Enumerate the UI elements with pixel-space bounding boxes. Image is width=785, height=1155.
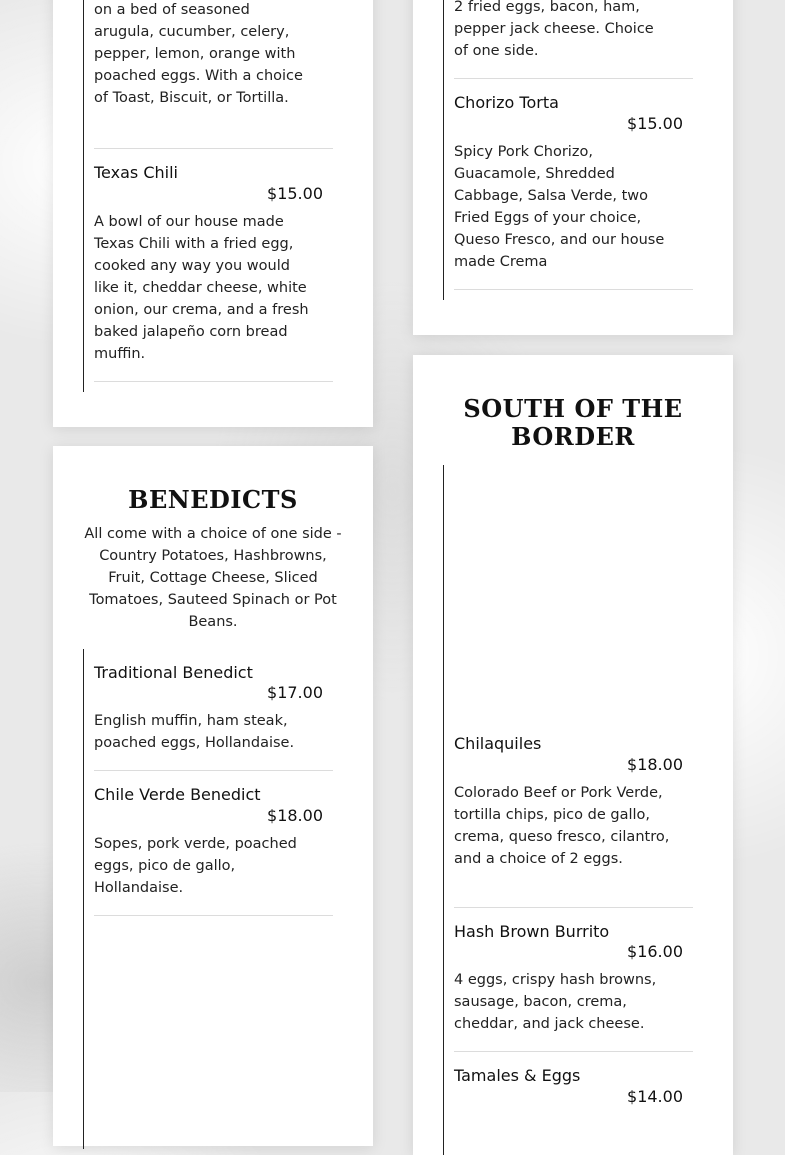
menu-section-south-of-the-border [413, 355, 733, 1155]
menu-item-continued [94, 0, 333, 149]
menu-item-tamales-and-eggs [454, 1052, 693, 1155]
menu-divider-rail [83, 649, 84, 1149]
item-price: $14.00 [627, 1087, 683, 1106]
item-price: $15.00 [267, 184, 323, 203]
item-price: $18.00 [267, 806, 323, 825]
menu-item-continued [454, 0, 693, 79]
item-price: $16.00 [627, 942, 683, 961]
menu-divider-rail [83, 0, 84, 392]
item-description: Colorado Beef or Pork Verde, tortilla chips, pico de gallo, crema, queso fresco, cilantro, and a choice of 2 eggs. [454, 785, 670, 867]
menu-card-top-left [53, 0, 373, 427]
menu-item-chilaquiles [454, 720, 693, 908]
menu-item-hash-brown-burrito [454, 908, 693, 1052]
menu-item-chile-verde-benedict [94, 771, 333, 916]
section-title-line: SOUTH OF THE [463, 394, 683, 423]
menu-card-top-right [413, 0, 733, 335]
item-name: Chile Verde Benedict [94, 785, 261, 804]
item-name: Traditional Benedict [94, 663, 253, 682]
item-description: A bowl of our house made Texas Chili with a fried egg, cooked any way you would like it, cheddar cheese, white onion, our crema, and a fresh baked jalapeño corn bread muffin. [94, 214, 309, 362]
item-description: English muffin, ham steak, poached eggs, Hollandaise. [94, 713, 295, 751]
item-name: Tamales & Eggs [454, 1066, 581, 1085]
menu-divider-rail [443, 465, 444, 1155]
menu-item-traditional-benedict [94, 649, 333, 771]
item-price: $17.00 [267, 683, 323, 702]
item-description: 4 eggs, crispy hash browns, sausage, bacon, crema, cheddar, and jack cheese. [454, 972, 657, 1032]
item-price: $15.00 [627, 114, 683, 133]
item-description: Sopes, pork verde, poached eggs, pico de gallo, Hollandaise. [94, 836, 297, 896]
menu-divider-rail [443, 0, 444, 300]
section-intro: All come with a choice of one side - Country Potatoes, Hashbrowns, Fruit, Cottage Cheese, Sliced Tomatoes, Sauteed Spinach or Pot Beans. [84, 526, 342, 630]
item-description: Spicy Pork Chorizo, Guacamole, Shredded Cabbage, Salsa Verde, two Fried Eggs of your choice, Queso Fresco, and our house made Crema [454, 144, 665, 270]
section-title [413, 395, 733, 451]
item-name: Hash Brown Burrito [454, 922, 610, 941]
item-description: 2 fried eggs, bacon, ham, pepper jack cheese. Choice of one side. [454, 0, 654, 59]
item-name: Chilaquiles [454, 734, 542, 753]
item-name: Chorizo Torta [454, 93, 559, 112]
section-title: BENEDICTS [128, 485, 298, 514]
image-placeholder [454, 465, 693, 720]
menu-item-texas-chili [94, 149, 333, 382]
item-name: Texas Chili [94, 163, 178, 182]
menu-item-chorizo-torta [454, 79, 693, 290]
item-price: $18.00 [627, 755, 683, 774]
section-title-line: BORDER [511, 422, 635, 451]
item-description: on a bed of seasoned arugula, cucumber, celery, pepper, lemon, orange with poached eggs. With a choice of Toast, Biscuit, or Tortilla. [94, 2, 303, 106]
menu-section-benedicts [53, 446, 373, 1146]
